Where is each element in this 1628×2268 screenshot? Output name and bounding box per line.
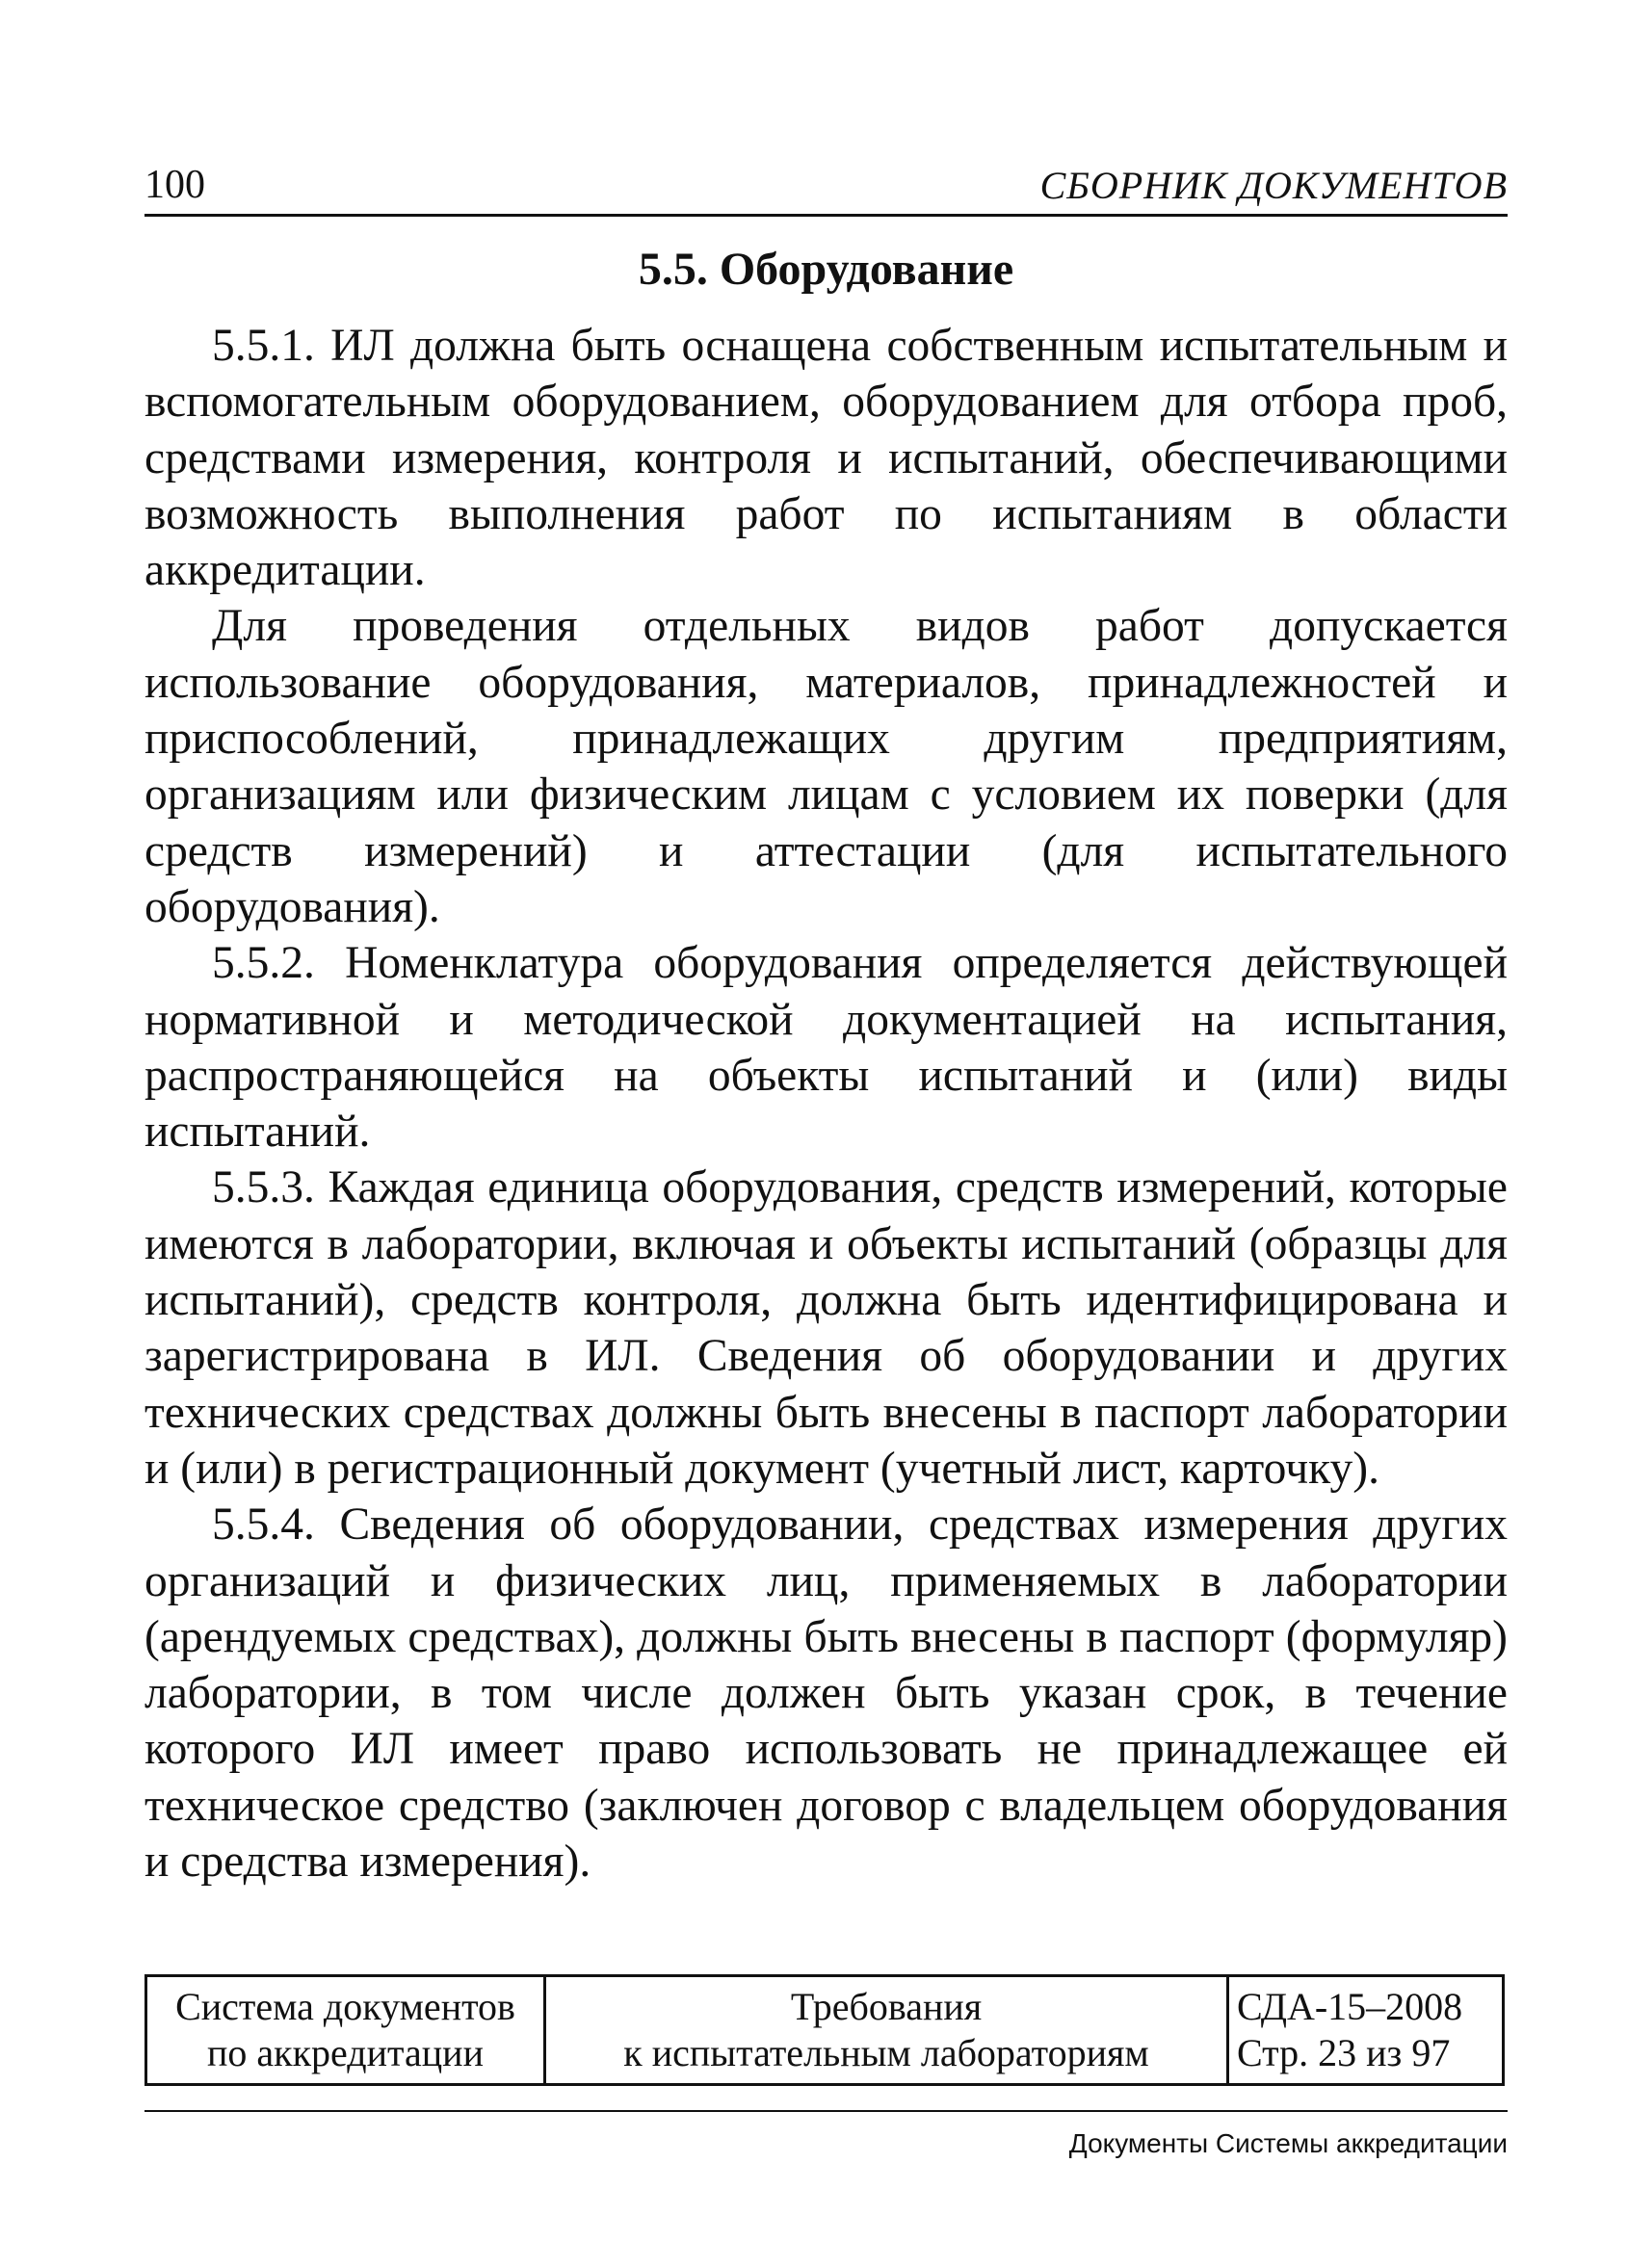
footer-document-code: СДА-15–2008 [1237,1985,1463,2028]
page-number: 100 [144,163,205,207]
footer-requirements-line1: Требования [790,1985,983,2028]
section-title: 5.5. Оборудование [638,244,1014,295]
footer-system-line1: Система документов [175,1985,515,2028]
footer-requirements-line2: к испытательным лабораториям [623,2031,1149,2074]
footer-cell-system [146,1976,545,2085]
page-header [144,154,1508,217]
footer-cell-code [1228,1976,1504,2085]
paragraph-5-5-2: 5.5.2. Номенклатура оборудования определяется действующей нормативной и методической документацией на испытания, распространяющейся на объекты испытаний и (или) виды испытаний. [144,938,1508,1158]
paragraph-5-5-4: 5.5.4. Сведения об оборудовании, средствах измерения других организаций и физических лиц, применяемых в лаборатории (арендуемых средствах), должны быть внесены в паспорт (формуляр) лаборатории, в том числе должен быть указан срок, в течение которого ИЛ имеет право использовать не принадлежащее ей техническое средство (заключен договор с владельцем оборудования и средства измерения). [144,1499,1508,1888]
footer-table [144,1974,1505,2086]
paragraph-5-5-1: 5.5.1. ИЛ должна быть оснащена собственным испытательным и вспомогательным оборудованием, оборудованием для отбора проб, средствами измерения, контроля и испытаний, обеспечивающими возможность выполнения работ по испытаниям в области аккредитации. [144,321,1508,596]
footer-note: Документы Системы аккредитации [1068,2128,1508,2158]
body-text [144,318,1508,1890]
footer-rule [144,2110,1508,2112]
footer-cell-requirements [545,1976,1228,2085]
running-title: СБОРНИК ДОКУМЕНТОВ [1039,164,1508,207]
footer-system-line2: по аккредитации [207,2031,484,2074]
paragraph-equipment-use: Для проведения отдельных видов работ допускается использование оборудования, материалов, принадлежностей и приспособлений, принадлежащих другим предприятиям, организациям или физическим лицам с условием их поверки (для средств измерений) и аттестации (для испытательного оборудования). [144,601,1508,932]
paragraph-5-5-3: 5.5.3. Каждая единица оборудования, средств измерений, которые имеются в лаборатории, включая и объекты испытаний (образцы для испытаний), средств контроля, должна быть идентифицирована и зарегистрирована в ИЛ. Сведения об оборудовании и других технических средствах должны быть внесены в паспорт лаборатории и (или) в регистрационный документ (учетный лист, карточку). [144,1162,1508,1494]
footer-page-count: Стр. 23 из 97 [1237,2031,1451,2074]
